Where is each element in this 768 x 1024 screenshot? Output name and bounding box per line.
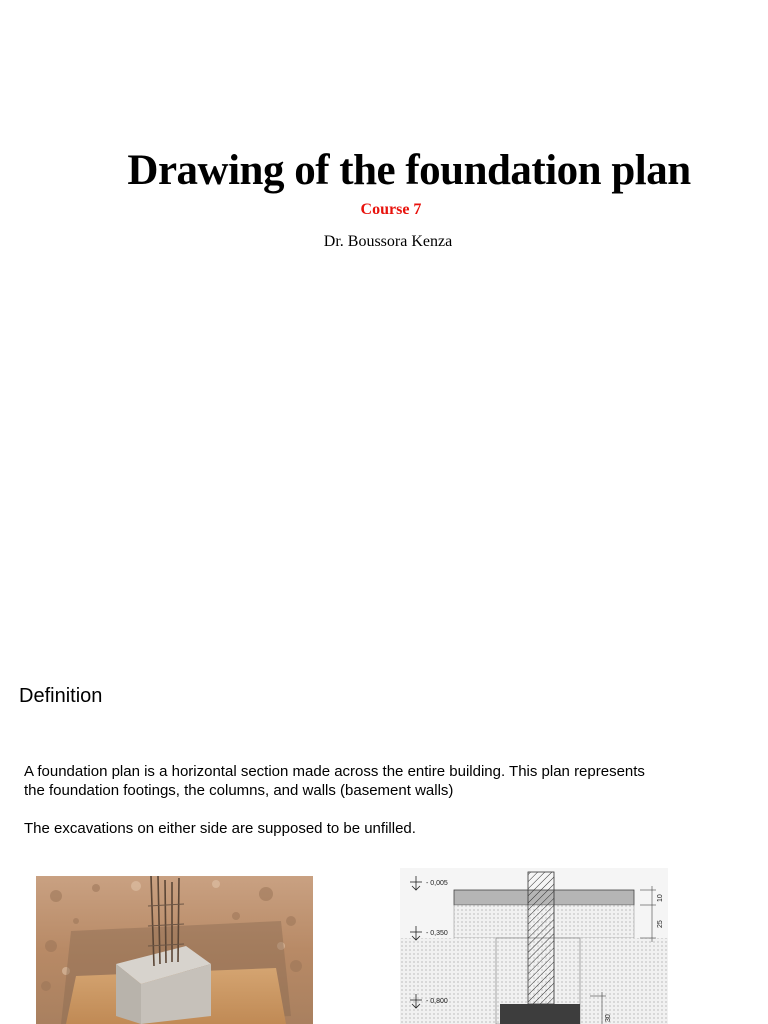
section-heading-definition: Definition [19, 685, 103, 707]
foundation-section-drawing [400, 868, 668, 1024]
level-label-0: - 0,005 [426, 880, 448, 887]
dimension-label-2: 30 [605, 1014, 612, 1022]
dimension-label-1: 25 [657, 920, 664, 928]
level-label-2: - 0,800 [426, 998, 448, 1005]
course-label: Course 7 [360, 201, 422, 218]
level-label-1: - 0,350 [426, 930, 448, 937]
author-name: Dr. Boussora Kenza [323, 233, 453, 250]
slide-title: Drawing of the foundation plan [127, 147, 691, 194]
definition-paragraph: A foundation plan is a horizontal section made across the entire building. This plan represents the foundation footings, the columns, and walls (basement walls) [24, 763, 645, 799]
foundation-excavation-photo [36, 876, 313, 1024]
dimension-label-0: 10 [657, 894, 664, 902]
excavation-note: The excavations on either side are supposed to be unfilled. [24, 820, 416, 837]
